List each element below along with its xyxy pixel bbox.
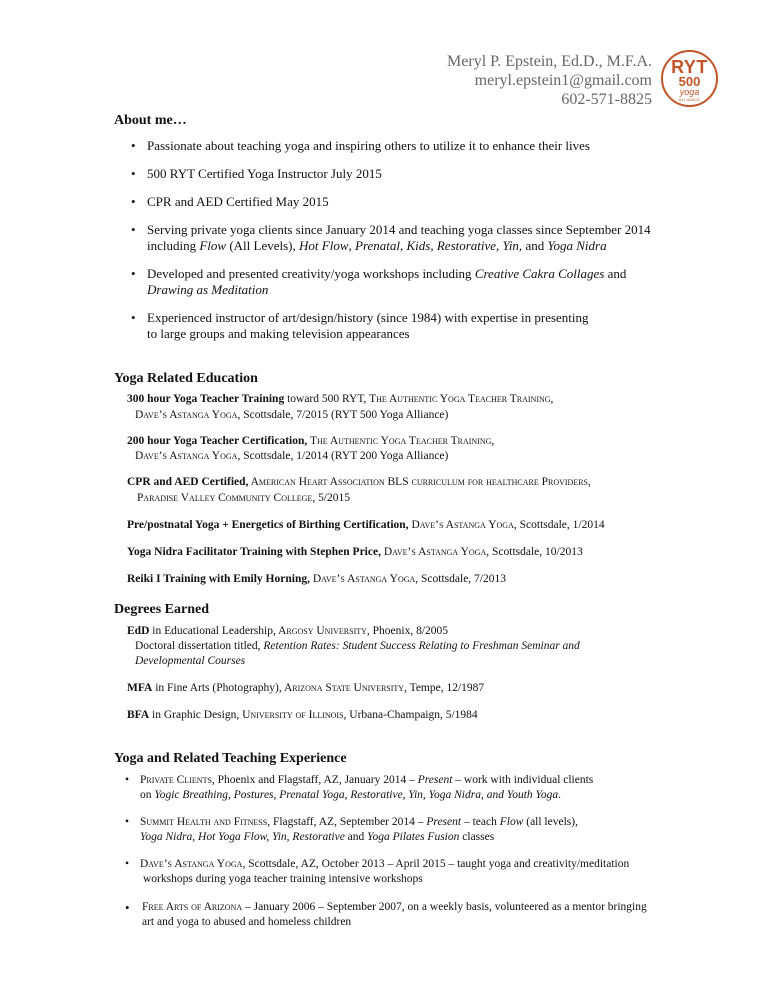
bullet-icon: • [131, 138, 136, 153]
contact-phone: 602-571-8825 [561, 91, 652, 108]
degree-item-2: MFA in Fine Arts (Photography), Arizona State University, Tempe, 12/1987 [127, 682, 485, 694]
education-item-2-line1: 200 hour Yoga Teacher Certification, The Authentic Yoga Teacher Training, [127, 435, 495, 447]
teaching-item-1-line2: on Yogic Breathing, Postures, Prenatal Yoga, Restorative, Yin, Yoga Nidra, and Youth Yoga. [140, 789, 561, 801]
about-item-4-line1: Serving private yoga clients since January 2014 and teaching yoga classes since September 2014 [147, 222, 651, 237]
education-item-3-line1: CPR and AED Certified, American Heart Association BLS curriculum for healthcare Providers, [127, 476, 591, 488]
about-item-3: CPR and AED Certified May 2015 [147, 194, 329, 209]
bullet-icon: • [131, 310, 136, 325]
education-item-1-line2: Dave’s Astanga Yoga, Scottsdale, 7/2015 (RYT 500 Yoga Alliance) [135, 409, 449, 421]
bullet-icon: • [131, 166, 136, 181]
degree-item-1-line2: Doctoral dissertation titled, Retention Rates: Student Success Relating to Freshman Seminar and [135, 640, 580, 652]
about-item-2: 500 RYT Certified Yoga Instructor July 2015 [147, 166, 382, 181]
contact-name: Meryl P. Epstein, Ed.D., M.F.A. [447, 53, 652, 70]
teaching-item-3-line2: workshops during yoga teacher training intensive workshops [143, 873, 423, 885]
education-item-5: Yoga Nidra Facilitator Training with Stephen Price, Dave’s Astanga Yoga, Scottsdale, 10/2013 [127, 546, 583, 558]
teaching-item-2-line1: Summit Health and Fitness, Flagstaff, AZ, September 2014 – Present – teach Flow (all levels), [140, 816, 578, 828]
ryt-500-logo: RYT 500 yoga ALLIANCE [661, 50, 718, 107]
education-item-2-line2: Dave’s Astanga Yoga, Scottsdale, 1/2014 (RYT 200 Yoga Alliance) [135, 450, 449, 462]
teaching-item-2-line2: Yoga Nidra, Hot Yoga Flow, Yin, Restorative and Yoga Pilates Fusion classes [140, 831, 495, 843]
education-item-1-line1: 300 hour Yoga Teacher Training toward 500 RYT, The Authentic Yoga Teacher Training, [127, 393, 554, 405]
degree-item-1-line1: EdD in Educational Leadership, Argosy University, Phoenix, 8/2005 [127, 625, 449, 637]
teaching-item-4-line1: Free Arts of Arizona – January 2006 – September 2007, on a weekly basis, volunteered as a mentor bringing [142, 901, 647, 913]
bullet-icon: • [125, 816, 130, 828]
about-item-1: Passionate about teaching yoga and inspiring others to utilize it to enhance their lives [147, 138, 590, 153]
bullet-icon: • [125, 774, 130, 786]
teaching-item-1-line1: Private Clients, Phoenix and Flagstaff, AZ, January 2014 – Present – work with individual clients [140, 774, 594, 786]
degrees-heading: Degrees Earned [114, 602, 209, 617]
about-item-5-line2: Drawing as Meditation [147, 282, 269, 297]
contact-header [447, 52, 652, 109]
education-heading: Yoga Related Education [114, 371, 258, 386]
teaching-heading: Yoga and Related Teaching Experience [114, 751, 347, 766]
degree-item-1-line3: Developmental Courses [135, 655, 246, 667]
bullet-icon: • [131, 194, 136, 209]
bullet-icon: • [131, 222, 136, 237]
degree-item-3: BFA in Graphic Design, University of Illinois, Urbana-Champaign, 5/1984 [127, 709, 478, 721]
contact-email: meryl.epstein1@gmail.com [474, 72, 652, 89]
education-item-4: Pre/postnatal Yoga + Energetics of Birthing Certification, Dave’s Astanga Yoga, Scottsdale, 1/2014 [127, 519, 605, 531]
teaching-item-4-line2: art and yoga to abused and homeless children [142, 916, 352, 928]
about-heading: About me… [114, 113, 187, 128]
teaching-item-3-line1: Dave’s Astanga Yoga, Scottsdale, AZ, October 2013 – April 2015 – taught yoga and creativity/meditation [140, 858, 630, 870]
bullet-icon: • [131, 266, 136, 281]
about-item-4-line2: including Flow (All Levels), Hot Flow, Prenatal, Kids, Restorative, Yin, and Yoga Nidra [147, 238, 607, 253]
education-item-3-line2: Paradise Valley Community College, 5/2015 [137, 492, 351, 504]
bullet-icon: • [125, 858, 130, 870]
about-item-6-line1: Experienced instructor of art/design/history (since 1984) with expertise in presenting [147, 310, 589, 325]
education-item-6: Reiki I Training with Emily Horning, Dave’s Astanga Yoga, Scottsdale, 7/2013 [127, 573, 506, 585]
about-item-5-line1: Developed and presented creativity/yoga workshops including Creative Cakra Collages and [147, 266, 627, 281]
about-item-6-line2: to large groups and making television appearances [147, 326, 410, 341]
bullet-icon: • [125, 900, 130, 915]
